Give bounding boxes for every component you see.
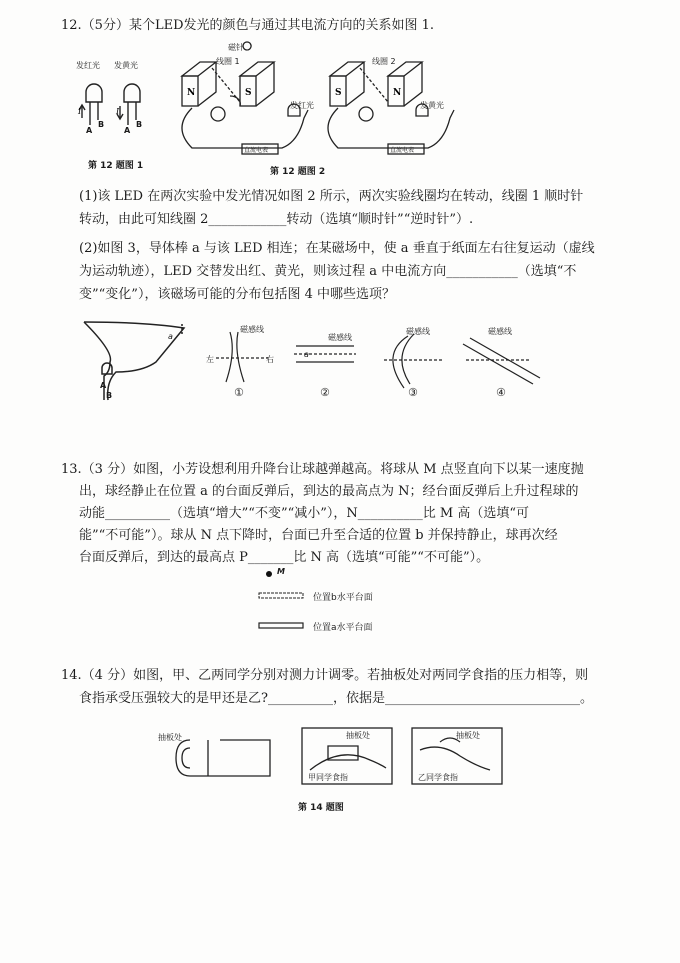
needle-label: 磁针	[228, 43, 244, 52]
q13-line3: 动能__________（选填“增大”“不变”“减小”），N__________比 M 高（选填“可	[79, 506, 529, 521]
fig3-pin-b: B	[106, 391, 113, 400]
q13-line2: 出，球经静止在位置 a 的台面反弹后，到达的最高点为 N；经台面反弹后上升过程球的	[79, 484, 579, 499]
led-pair-drawing	[74, 70, 154, 150]
q13-figure	[255, 563, 435, 643]
opt1-right-label: 右	[266, 355, 274, 364]
platform-a-label: 位置a水平台面	[313, 623, 373, 633]
q12-part2-line3: 变”“变化”），该磁场可能的分布包括图 4 中哪些选项？	[79, 287, 395, 302]
svg-text:S: S	[335, 88, 342, 98]
platform-a	[259, 621, 319, 633]
fig1-caption: 第 12 题图 1	[88, 161, 144, 171]
q13-line5: 台面反弹后，到达的最高点 P_______比 N 高（选填“可能”“不可能”）。	[79, 550, 490, 565]
q12-part2-line2: 为运动轨迹），LED 交替发出红、黄光，则该过程 a 中电流方向___________（选填“不	[79, 264, 577, 279]
jia-finger-label: 甲同学食指	[308, 773, 348, 782]
q12-figure-2	[170, 38, 450, 178]
q12-figure-1	[74, 58, 154, 173]
red-light-label: 发红光	[76, 61, 100, 70]
q12-part2-line1: (2)如图 3，导体棒 a 与该 LED 相连；在某磁场中，使 a 垂直于纸面左右往复运动（虚线	[79, 241, 595, 256]
yellow-light-label: 发黄光	[114, 61, 138, 70]
pull-plate-label-2: 抽板处	[346, 731, 370, 740]
q12-part1-line2: 转动，由此可知线圈 2____________转动（选填“顺时针”“逆时针”）.	[79, 212, 474, 227]
option-1-label: ①	[234, 386, 244, 399]
option-2-label: ②	[320, 386, 330, 399]
option-4-label: ④	[496, 386, 506, 399]
q14-line2: 食指承受压强较大的是甲还是乙?__________，依据是______________________________。	[79, 691, 593, 706]
q13-line4: 能”“不可能”）。球从 N 点下降时，台面已升至合适的位置 b 并保持静止，球再次经	[79, 528, 558, 543]
pin-b-label: B	[98, 120, 105, 129]
fig14-caption: 第 14 题图	[298, 803, 344, 813]
pull-plate-label-1: 抽板处	[158, 733, 182, 742]
q12-figure-4	[208, 324, 548, 400]
opt3-field-label: 磁感线	[406, 327, 430, 336]
meter-label-2: 直流电表	[390, 147, 415, 154]
coil2-label: 线圈 2	[372, 57, 396, 66]
platform-b	[259, 591, 319, 603]
q12-title: 12.（5分）某个LED发光的颜色与通过其电流方向的关系如图 1.	[61, 18, 435, 33]
q14-figure	[150, 722, 510, 822]
opt1-field-label: 磁感线	[240, 325, 264, 334]
pin-a-label-2: A	[124, 126, 131, 135]
pin-b-label-2: B	[136, 120, 143, 129]
q12-figure-3	[78, 318, 198, 408]
q13-line1: 13.（3 分）如图，小芳设想利用升降台让球越弹越高。将球从 M 点竖直向下以某一速度抛	[61, 462, 584, 477]
conductor-loop-drawing	[78, 318, 198, 408]
ball-m-dot	[255, 563, 315, 583]
q12-part1-line1: (1)该 LED 在两次实验中发光情况如图 2 所示，两次实验线圈均在转动，线圈 1 顺时针	[79, 189, 584, 204]
yi-finger-label: 乙同学食指	[418, 773, 458, 782]
opt4-field-label: 磁感线	[488, 327, 512, 336]
svg-text:N: N	[187, 88, 196, 98]
q14-line1: 14.（4 分）如图，甲、乙两同学分别对测力计调零。若抽板处对两同学食指的压力相等，则	[61, 668, 589, 683]
opt2-field-label: 磁感线	[328, 333, 352, 342]
svg-text:N: N	[393, 88, 402, 98]
fig2-caption: 第 12 题图 2	[270, 167, 326, 177]
meter-label: 直流电表	[244, 147, 269, 154]
opt2-rod-label: a	[304, 350, 309, 359]
svg-text:I: I	[116, 107, 120, 116]
red-light-label-2: 发红光	[290, 101, 314, 110]
pin-a-label: A	[86, 126, 93, 135]
point-m-label: M	[277, 567, 285, 576]
coil1-label: 线圈 1	[216, 57, 240, 66]
opt1-left-label: 左	[206, 355, 214, 364]
platform-b-label: 位置b水平台面	[313, 593, 373, 603]
rod-a-label: a	[168, 332, 173, 341]
option-3-label: ③	[408, 386, 418, 399]
yellow-light-label-2: 发黄光	[420, 101, 444, 110]
svg-text:S: S	[245, 88, 252, 98]
svg-text:I: I	[78, 107, 82, 116]
pull-plate-label-3: 抽板处	[456, 731, 480, 740]
fig3-pin-a: A	[100, 381, 107, 390]
